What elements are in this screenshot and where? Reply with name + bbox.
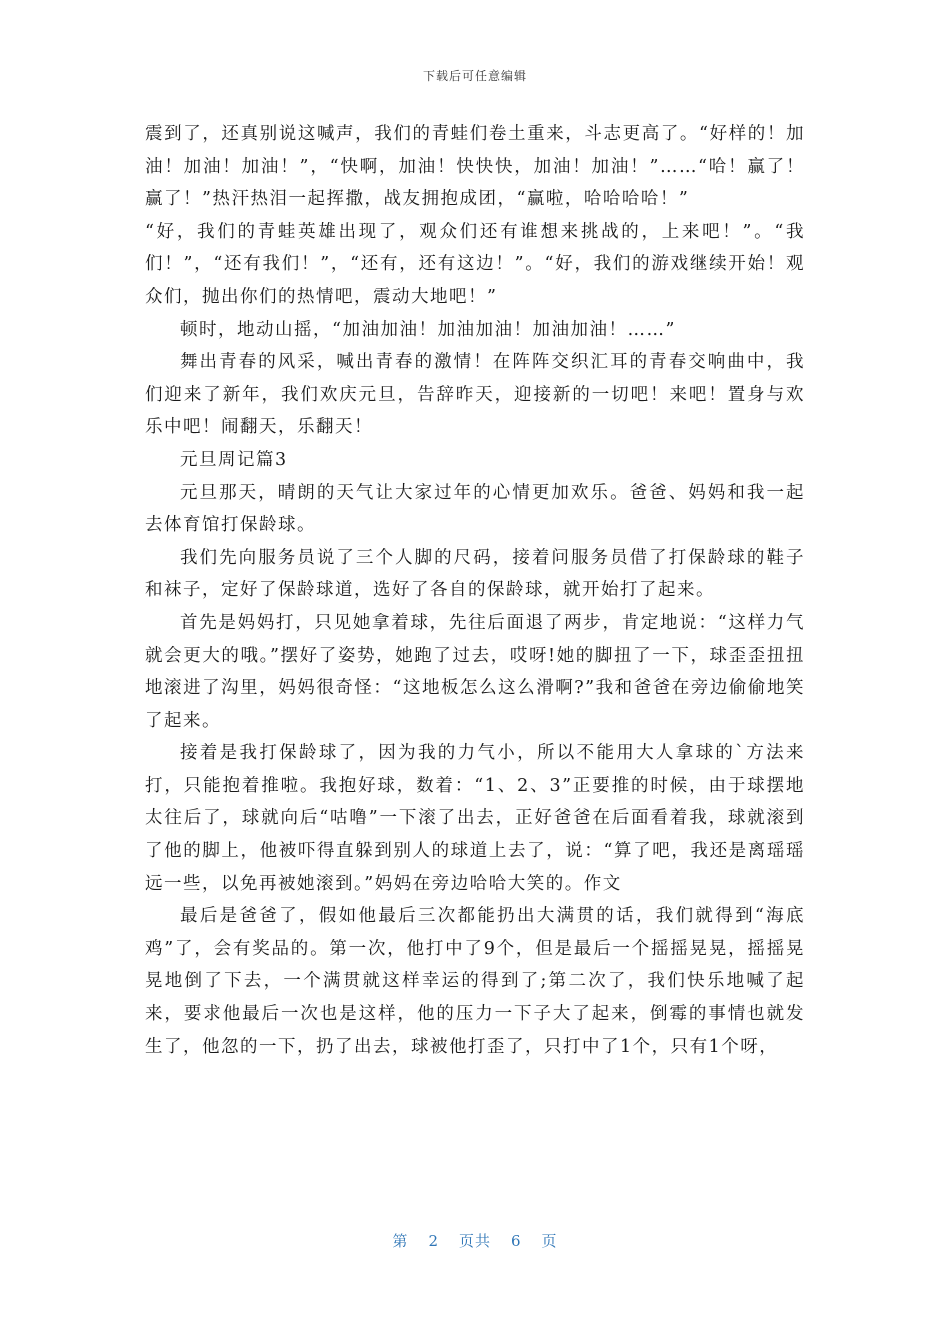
document-body xyxy=(145,118,805,1063)
footer-suffix: 页 xyxy=(541,1232,558,1250)
paragraph: 最后是爸爸了，假如他最后三次都能扔出大满贯的话，我们就得到“海底鸡”了，会有奖品的。第一次，他打中了9个，但是最后一个摇摇晃晃，摇摇晃晃地倒了下去，一个满贯就这样幸运的得到了;第二次了，我们快乐地喊了起来，要求他最后一次也是这样，他的压力一下子大了起来，倒霉的事情也就发生了，他忽的一下，扔了出去，球被他打歪了，只打中了1个，只有1个呀， xyxy=(145,906,805,1057)
footer-prefix: 第 xyxy=(392,1232,409,1250)
paragraph: 接着是我打保龄球了，因为我的力气小，所以不能用大人拿球的`方法来打，只能抱着推啦。我抱好球，数着：“1、2、3”正要推的时候，由于球摆地太往后了，球就向后“咕噜”一下滚了出去，正好爸爸在后面看着我，球就滚到了他的脚上，他被吓得直躲到别人的球道上去了，说：“算了吧，我还是离瑶瑶远一些，以免再被她滚到。”妈妈在旁边哈哈大笑的。作文 xyxy=(145,743,805,894)
footer-middle: 页共 xyxy=(458,1232,491,1250)
paragraph: 我们先向服务员说了三个人脚的尺码，接着问服务员借了打保龄球的鞋子和袜子，定好了保龄球道，选好了各自的保龄球，就开始打了起来。 xyxy=(145,547,805,601)
paragraph: 首先是妈妈打，只见她拿着球，先往后面退了两步，肯定地说：“这样力气就会更大的哦。”摆好了姿势，她跑了过去，哎呀!她的脚扭了一下，球歪歪扭扭地滚进了沟里，妈妈很奇怪：“这地板怎么这么滑啊?”我和爸爸在旁边偷偷地笑了起来。 xyxy=(145,612,805,731)
paragraph: “好，我们的青蛙英雄出现了，观众们还有谁想来挑战的，上来吧！”。“我们！”，“还有我们！”，“还有，还有这边！”。“好，我们的游戏继续开始！观众们，抛出你们的热情吧，震动大地吧！” xyxy=(145,221,805,307)
paragraph: 舞出青春的风采，喊出青春的激情！在阵阵交织汇耳的青春交响曲中，我们迎来了新年，我们欢庆元旦，告辞昨天，迎接新的一切吧！来吧！置身与欢乐中吧！闹翻天，乐翻天！ xyxy=(145,352,805,438)
section-heading: 元旦周记篇3 xyxy=(180,449,288,470)
page-header: 下载后可任意编辑 xyxy=(422,69,527,83)
total-pages-number: 6 xyxy=(511,1232,522,1250)
paragraph: 元旦那天，晴朗的天气让大家过年的心情更加欢乐。爸爸、妈妈和我一起去体育馆打保龄球。 xyxy=(145,482,805,536)
paragraph: 顿时，地动山摇，“加油加油！加油加油！加油加油！……” xyxy=(180,319,676,340)
paragraph: 震到了，还真别说这喊声，我们的青蛙们卷土重来，斗志更高了。“好样的！加油！加油！加油！”，“快啊，加油！快快快，加油！加油！”……“哈！赢了！赢了！”热汗热泪一起挥撒，战友拥抱成团，“赢啦，哈哈哈哈！” xyxy=(145,124,805,210)
current-page-number: 2 xyxy=(428,1232,439,1250)
page-footer xyxy=(0,1230,950,1251)
